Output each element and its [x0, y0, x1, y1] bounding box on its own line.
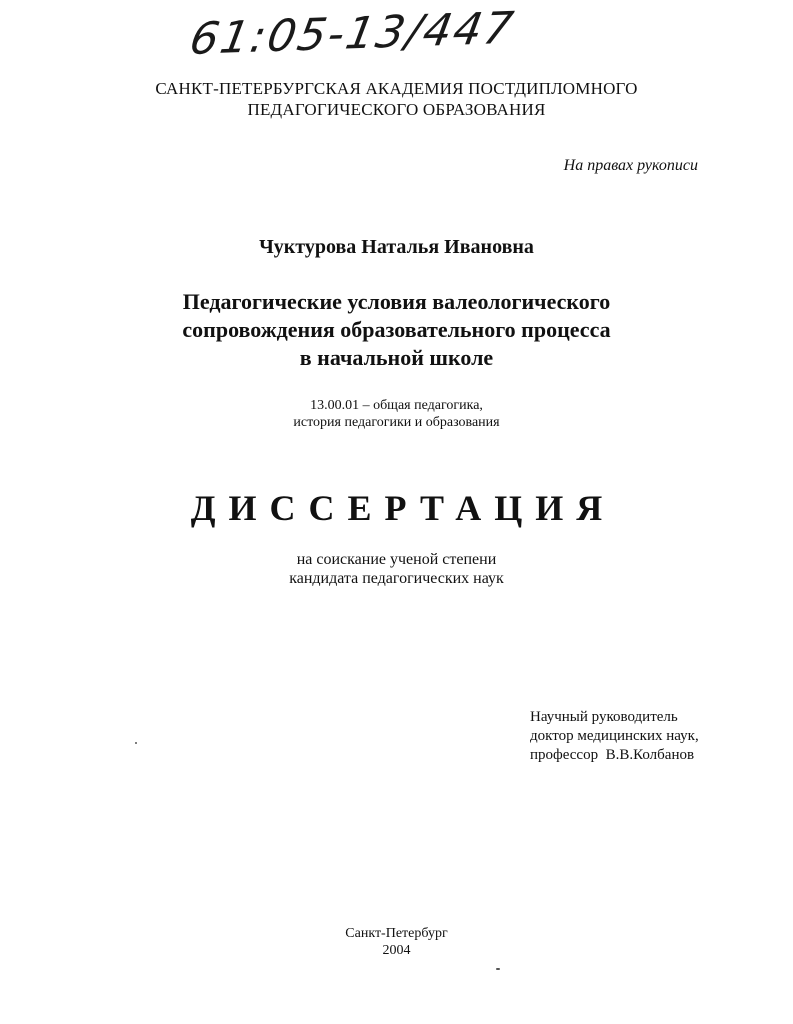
institution-line-2: ПЕДАГОГИЧЕСКОГО ОБРАЗОВАНИЯ [247, 100, 546, 119]
author-name: Чуктурова Наталья Ивановна [259, 236, 534, 258]
supervisor-line-3: профессор В.В.Колбанов [530, 747, 695, 763]
supervisor-block [530, 708, 699, 765]
title-line-2: сопровождения образовательного процесса [182, 317, 611, 342]
title-line-3: в начальной школе [299, 345, 494, 370]
specialty-line-1: 13.00.01 – общая педагогика, [310, 398, 483, 413]
scan-speck [135, 742, 137, 744]
publication-year: 2004 [382, 943, 411, 958]
rights-note: На правах рукописи [563, 157, 698, 174]
document-type-heading: ДИССЕРТАЦИЯ [190, 488, 616, 528]
specialty-line-2: история педагогики и образования [293, 415, 500, 430]
dissertation-title [0, 288, 793, 372]
institution-line-1: САНКТ-ПЕТЕРБУРГСКАЯ АКАДЕМИЯ ПОСТДИПЛОМНОГО [155, 79, 638, 98]
specialty-code [0, 397, 793, 431]
handwritten-archive-number: 61:05-13/447 [185, 2, 519, 65]
supervisor-line-1: Научный руководитель [530, 709, 678, 725]
title-line-1: Педагогические условия валеологического [182, 289, 611, 314]
scan-speck [496, 968, 500, 970]
degree-line-1: на соискание ученой степени [296, 551, 497, 568]
degree-statement [0, 550, 793, 588]
institution-name [0, 78, 793, 120]
city-name: Санкт-Петербург [345, 926, 448, 941]
supervisor-line-2: доктор медицинских наук, [530, 728, 699, 744]
degree-line-2: кандидата педагогических наук [289, 570, 504, 587]
city-and-year [0, 925, 793, 959]
